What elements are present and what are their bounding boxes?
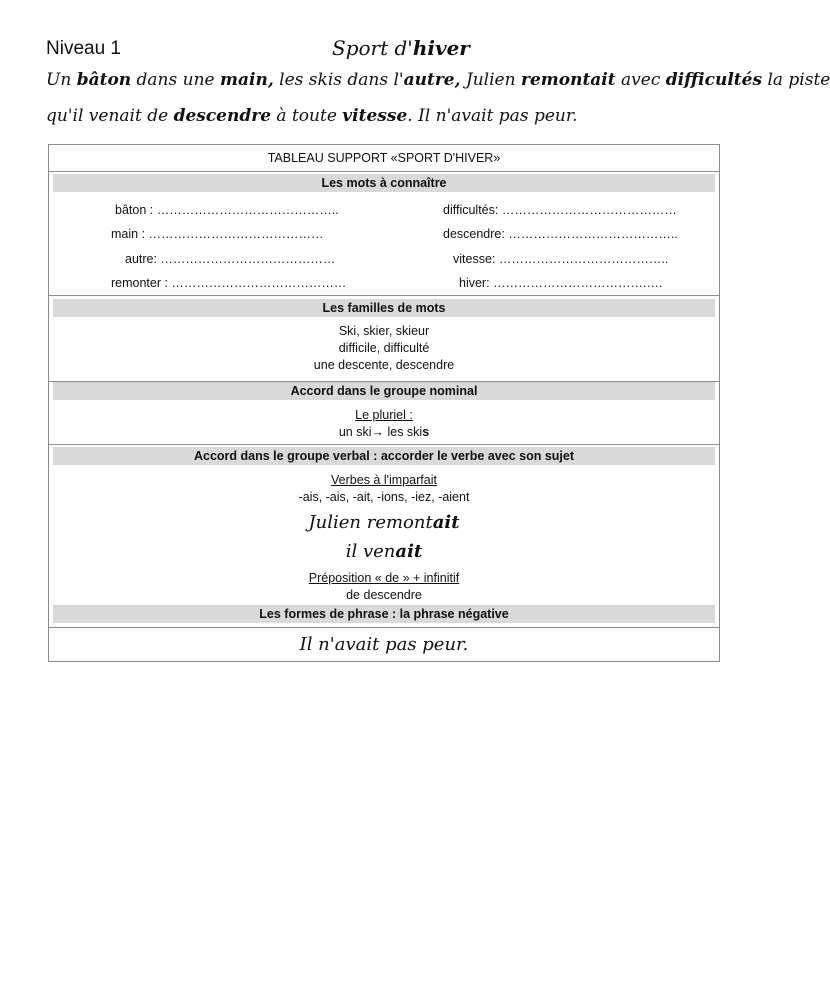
support-table xyxy=(48,144,720,662)
words-section xyxy=(49,171,719,295)
key-word: autre, xyxy=(403,70,461,90)
imparfait-label: Verbes à l'imparfait xyxy=(331,473,437,487)
word-entry: autre: …………………………………… xyxy=(125,252,336,266)
key-word: vitesse xyxy=(342,106,408,126)
families-list xyxy=(49,323,719,374)
verb-example-2 xyxy=(49,538,719,566)
negative-divider xyxy=(49,627,719,663)
word-entry: remonter : …………………………………… xyxy=(111,276,347,290)
key-word: difficultés xyxy=(665,70,763,90)
family-line: une descente, descendre xyxy=(313,358,455,372)
text-part: Julien xyxy=(460,70,521,90)
word-entry: hiver: ……………………………….…. xyxy=(459,276,663,290)
imparfait-endings: -ais, -ais, -ait, -ions, -iez, -aient xyxy=(298,490,470,504)
title-bold-word: hiver xyxy=(412,36,470,60)
key-word: remontait xyxy=(520,70,616,90)
word-entry: difficultés: …………………………………… xyxy=(443,203,677,217)
key-word: bâton xyxy=(76,70,132,90)
verbal-content xyxy=(49,472,719,604)
key-word: main, xyxy=(220,70,274,90)
verb-example-1 xyxy=(49,508,719,538)
section-header-negative: Les formes de phrase : la phrase négative xyxy=(53,605,715,623)
text-part: . Il n'avait pas peur. xyxy=(407,106,578,126)
families-section xyxy=(49,295,719,381)
table-title: TABLEAU SUPPORT «SPORT D'HIVER» xyxy=(267,151,501,165)
exercise-title xyxy=(332,36,470,60)
verb-stem: Julien remont xyxy=(308,512,433,533)
text-part: les skis dans l' xyxy=(273,70,404,90)
word-entry: descendre: ………………………………….. xyxy=(443,227,678,241)
dictation-line-1 xyxy=(46,70,830,90)
dictation-line-2 xyxy=(46,106,736,126)
pluriel-example-text: un ski→ les ski xyxy=(338,425,423,439)
section-header-words: Les mots à connaître xyxy=(53,174,715,192)
text-part: à toute xyxy=(271,106,343,126)
verb-ending: ait xyxy=(395,541,423,562)
text-part: Un xyxy=(46,70,77,90)
text-part: qu'il venait de xyxy=(46,106,174,126)
pluriel-ending: s xyxy=(422,425,430,439)
text-part: dans une xyxy=(131,70,221,90)
word-entry: main : …………………………………… xyxy=(111,227,324,241)
verb-ending: ait xyxy=(432,512,460,533)
negative-section xyxy=(49,604,719,663)
section-header-nominal: Accord dans le groupe nominal xyxy=(53,382,715,400)
preposition-example: de descendre xyxy=(346,588,422,602)
nominal-content xyxy=(49,407,719,441)
level-label: Niveau 1 xyxy=(46,38,121,59)
verb-stem: il ven xyxy=(345,541,396,562)
key-word: descendre xyxy=(173,106,272,126)
text-part: avec xyxy=(615,70,666,90)
pluriel-example xyxy=(49,424,719,441)
word-entry: vitesse: ………………………………….. xyxy=(453,252,669,266)
verbal-section xyxy=(49,444,719,604)
preposition-label: Préposition « de » + infinitif xyxy=(308,571,460,585)
family-line: difficile, difficulté xyxy=(338,341,430,355)
pluriel-label: Le pluriel : xyxy=(355,408,413,422)
family-line: Ski, skier, skieur xyxy=(338,324,430,338)
title-prefix: Sport d' xyxy=(332,36,413,60)
section-header-verbal: Accord dans le groupe verbal : accorder le verbe avec son sujet xyxy=(53,447,715,465)
text-part: la piste xyxy=(762,70,830,90)
nominal-section xyxy=(49,381,719,449)
word-entry: bâton : …………………………………….. xyxy=(115,203,339,217)
negative-example: Il n'avait pas peur. xyxy=(299,634,469,655)
section-header-families: Les familles de mots xyxy=(53,299,715,317)
